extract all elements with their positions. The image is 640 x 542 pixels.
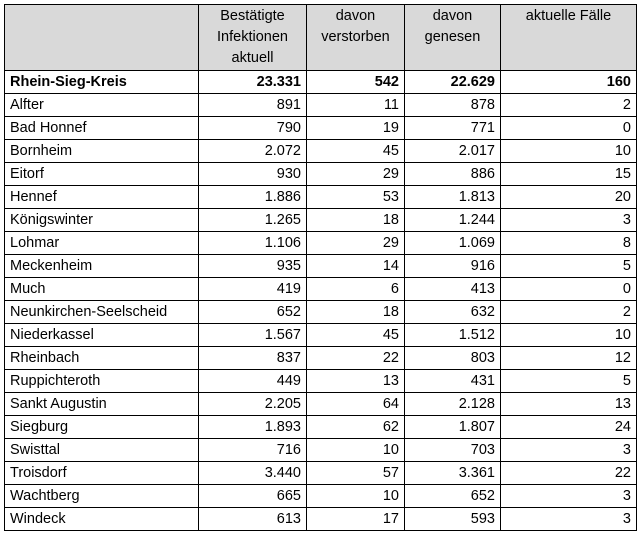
- recovered-cell: 916: [405, 255, 501, 278]
- recovered-cell: 803: [405, 347, 501, 370]
- table-row: [5, 370, 637, 393]
- recovered-cell: 1.813: [405, 186, 501, 209]
- municipality-cell: Troisdorf: [5, 462, 199, 485]
- table-row: [5, 416, 637, 439]
- municipality-cell: Wachtberg: [5, 485, 199, 508]
- deceased-cell: 18: [307, 301, 405, 324]
- deceased-cell: 64: [307, 393, 405, 416]
- table-row: [5, 255, 637, 278]
- recovered-cell: 431: [405, 370, 501, 393]
- confirmed-cell: 790: [199, 117, 307, 140]
- total-row: [5, 71, 637, 94]
- deceased-cell: 57: [307, 462, 405, 485]
- confirmed-cell: 23.331: [199, 71, 307, 94]
- deceased-cell: 18: [307, 209, 405, 232]
- recovered-cell: 1.069: [405, 232, 501, 255]
- confirmed-cell: 2.072: [199, 140, 307, 163]
- recovered-cell: 703: [405, 439, 501, 462]
- header-row: [5, 5, 637, 71]
- table-row: [5, 232, 637, 255]
- confirmed-cell: 665: [199, 485, 307, 508]
- current-cases-cell: 3: [501, 209, 637, 232]
- recovered-cell: 632: [405, 301, 501, 324]
- municipality-cell: Lohmar: [5, 232, 199, 255]
- deceased-cell: 542: [307, 71, 405, 94]
- municipality-cell: Neunkirchen-Seelscheid: [5, 301, 199, 324]
- current-cases-cell: 160: [501, 71, 637, 94]
- municipality-cell: Swisttal: [5, 439, 199, 462]
- recovered-cell: 878: [405, 94, 501, 117]
- table-body: [5, 71, 637, 531]
- table-row: [5, 140, 637, 163]
- current-cases-cell: 10: [501, 140, 637, 163]
- table-row: [5, 485, 637, 508]
- current-cases-cell: 3: [501, 439, 637, 462]
- table-row: [5, 462, 637, 485]
- recovered-cell: 886: [405, 163, 501, 186]
- table-row: [5, 278, 637, 301]
- deceased-cell: 22: [307, 347, 405, 370]
- confirmed-cell: 1.893: [199, 416, 307, 439]
- deceased-cell: 62: [307, 416, 405, 439]
- deceased-cell: 6: [307, 278, 405, 301]
- municipality-cell: Bornheim: [5, 140, 199, 163]
- deceased-cell: 19: [307, 117, 405, 140]
- recovered-cell: 1.807: [405, 416, 501, 439]
- confirmed-cell: 891: [199, 94, 307, 117]
- deceased-cell: 45: [307, 324, 405, 347]
- deceased-cell: 13: [307, 370, 405, 393]
- confirmed-cell: 930: [199, 163, 307, 186]
- confirmed-cell: 1.886: [199, 186, 307, 209]
- confirmed-cell: 3.440: [199, 462, 307, 485]
- recovered-cell: 3.361: [405, 462, 501, 485]
- municipality-cell: Sankt Augustin: [5, 393, 199, 416]
- recovered-cell: 593: [405, 508, 501, 531]
- recovered-cell: 413: [405, 278, 501, 301]
- current-cases-cell: 8: [501, 232, 637, 255]
- recovered-cell: 22.629: [405, 71, 501, 94]
- confirmed-cell: 419: [199, 278, 307, 301]
- confirmed-cell: 652: [199, 301, 307, 324]
- current-cases-cell: 0: [501, 117, 637, 140]
- table-row: [5, 508, 637, 531]
- recovered-cell: 1.512: [405, 324, 501, 347]
- deceased-cell: 17: [307, 508, 405, 531]
- deceased-cell: 10: [307, 439, 405, 462]
- municipality-cell: Meckenheim: [5, 255, 199, 278]
- confirmed-cell: 716: [199, 439, 307, 462]
- recovered-cell: 2.017: [405, 140, 501, 163]
- current-cases-cell: 24: [501, 416, 637, 439]
- current-cases-cell: 0: [501, 278, 637, 301]
- header-deceased: davon verstorben: [307, 5, 405, 71]
- municipality-cell: Eitorf: [5, 163, 199, 186]
- confirmed-cell: 449: [199, 370, 307, 393]
- current-cases-cell: 2: [501, 94, 637, 117]
- deceased-cell: 29: [307, 163, 405, 186]
- deceased-cell: 53: [307, 186, 405, 209]
- confirmed-cell: 613: [199, 508, 307, 531]
- municipality-cell: Hennef: [5, 186, 199, 209]
- municipality-cell: Much: [5, 278, 199, 301]
- table-row: [5, 324, 637, 347]
- municipality-cell: Ruppichteroth: [5, 370, 199, 393]
- municipality-cell: Königswinter: [5, 209, 199, 232]
- deceased-cell: 29: [307, 232, 405, 255]
- table-row: [5, 347, 637, 370]
- confirmed-cell: 1.106: [199, 232, 307, 255]
- recovered-cell: 771: [405, 117, 501, 140]
- municipality-cell: Bad Honnef: [5, 117, 199, 140]
- confirmed-cell: 1.567: [199, 324, 307, 347]
- municipality-cell: Rhein-Sieg-Kreis: [5, 71, 199, 94]
- municipality-cell: Rheinbach: [5, 347, 199, 370]
- deceased-cell: 11: [307, 94, 405, 117]
- confirmed-cell: 837: [199, 347, 307, 370]
- deceased-cell: 14: [307, 255, 405, 278]
- confirmed-cell: 935: [199, 255, 307, 278]
- municipality-cell: Niederkassel: [5, 324, 199, 347]
- current-cases-cell: 22: [501, 462, 637, 485]
- recovered-cell: 2.128: [405, 393, 501, 416]
- current-cases-cell: 5: [501, 255, 637, 278]
- current-cases-cell: 3: [501, 485, 637, 508]
- table-row: [5, 163, 637, 186]
- infection-table: [4, 4, 637, 531]
- header-confirmed-infections: Bestätigte Infektionen aktuell: [199, 5, 307, 71]
- table-row: [5, 393, 637, 416]
- table-row: [5, 186, 637, 209]
- confirmed-cell: 2.205: [199, 393, 307, 416]
- municipality-cell: Siegburg: [5, 416, 199, 439]
- table-row: [5, 209, 637, 232]
- current-cases-cell: 3: [501, 508, 637, 531]
- deceased-cell: 10: [307, 485, 405, 508]
- header-current-cases: aktuelle Fälle: [501, 5, 637, 71]
- table-row: [5, 439, 637, 462]
- data-table-container: [4, 4, 637, 531]
- current-cases-cell: 12: [501, 347, 637, 370]
- recovered-cell: 652: [405, 485, 501, 508]
- current-cases-cell: 10: [501, 324, 637, 347]
- header-recovered: davon genesen: [405, 5, 501, 71]
- current-cases-cell: 5: [501, 370, 637, 393]
- table-row: [5, 301, 637, 324]
- confirmed-cell: 1.265: [199, 209, 307, 232]
- deceased-cell: 45: [307, 140, 405, 163]
- current-cases-cell: 2: [501, 301, 637, 324]
- municipality-cell: Alfter: [5, 94, 199, 117]
- current-cases-cell: 15: [501, 163, 637, 186]
- current-cases-cell: 13: [501, 393, 637, 416]
- municipality-cell: Windeck: [5, 508, 199, 531]
- table-row: [5, 117, 637, 140]
- current-cases-cell: 20: [501, 186, 637, 209]
- recovered-cell: 1.244: [405, 209, 501, 232]
- table-row: [5, 94, 637, 117]
- header-municipality: [5, 5, 199, 71]
